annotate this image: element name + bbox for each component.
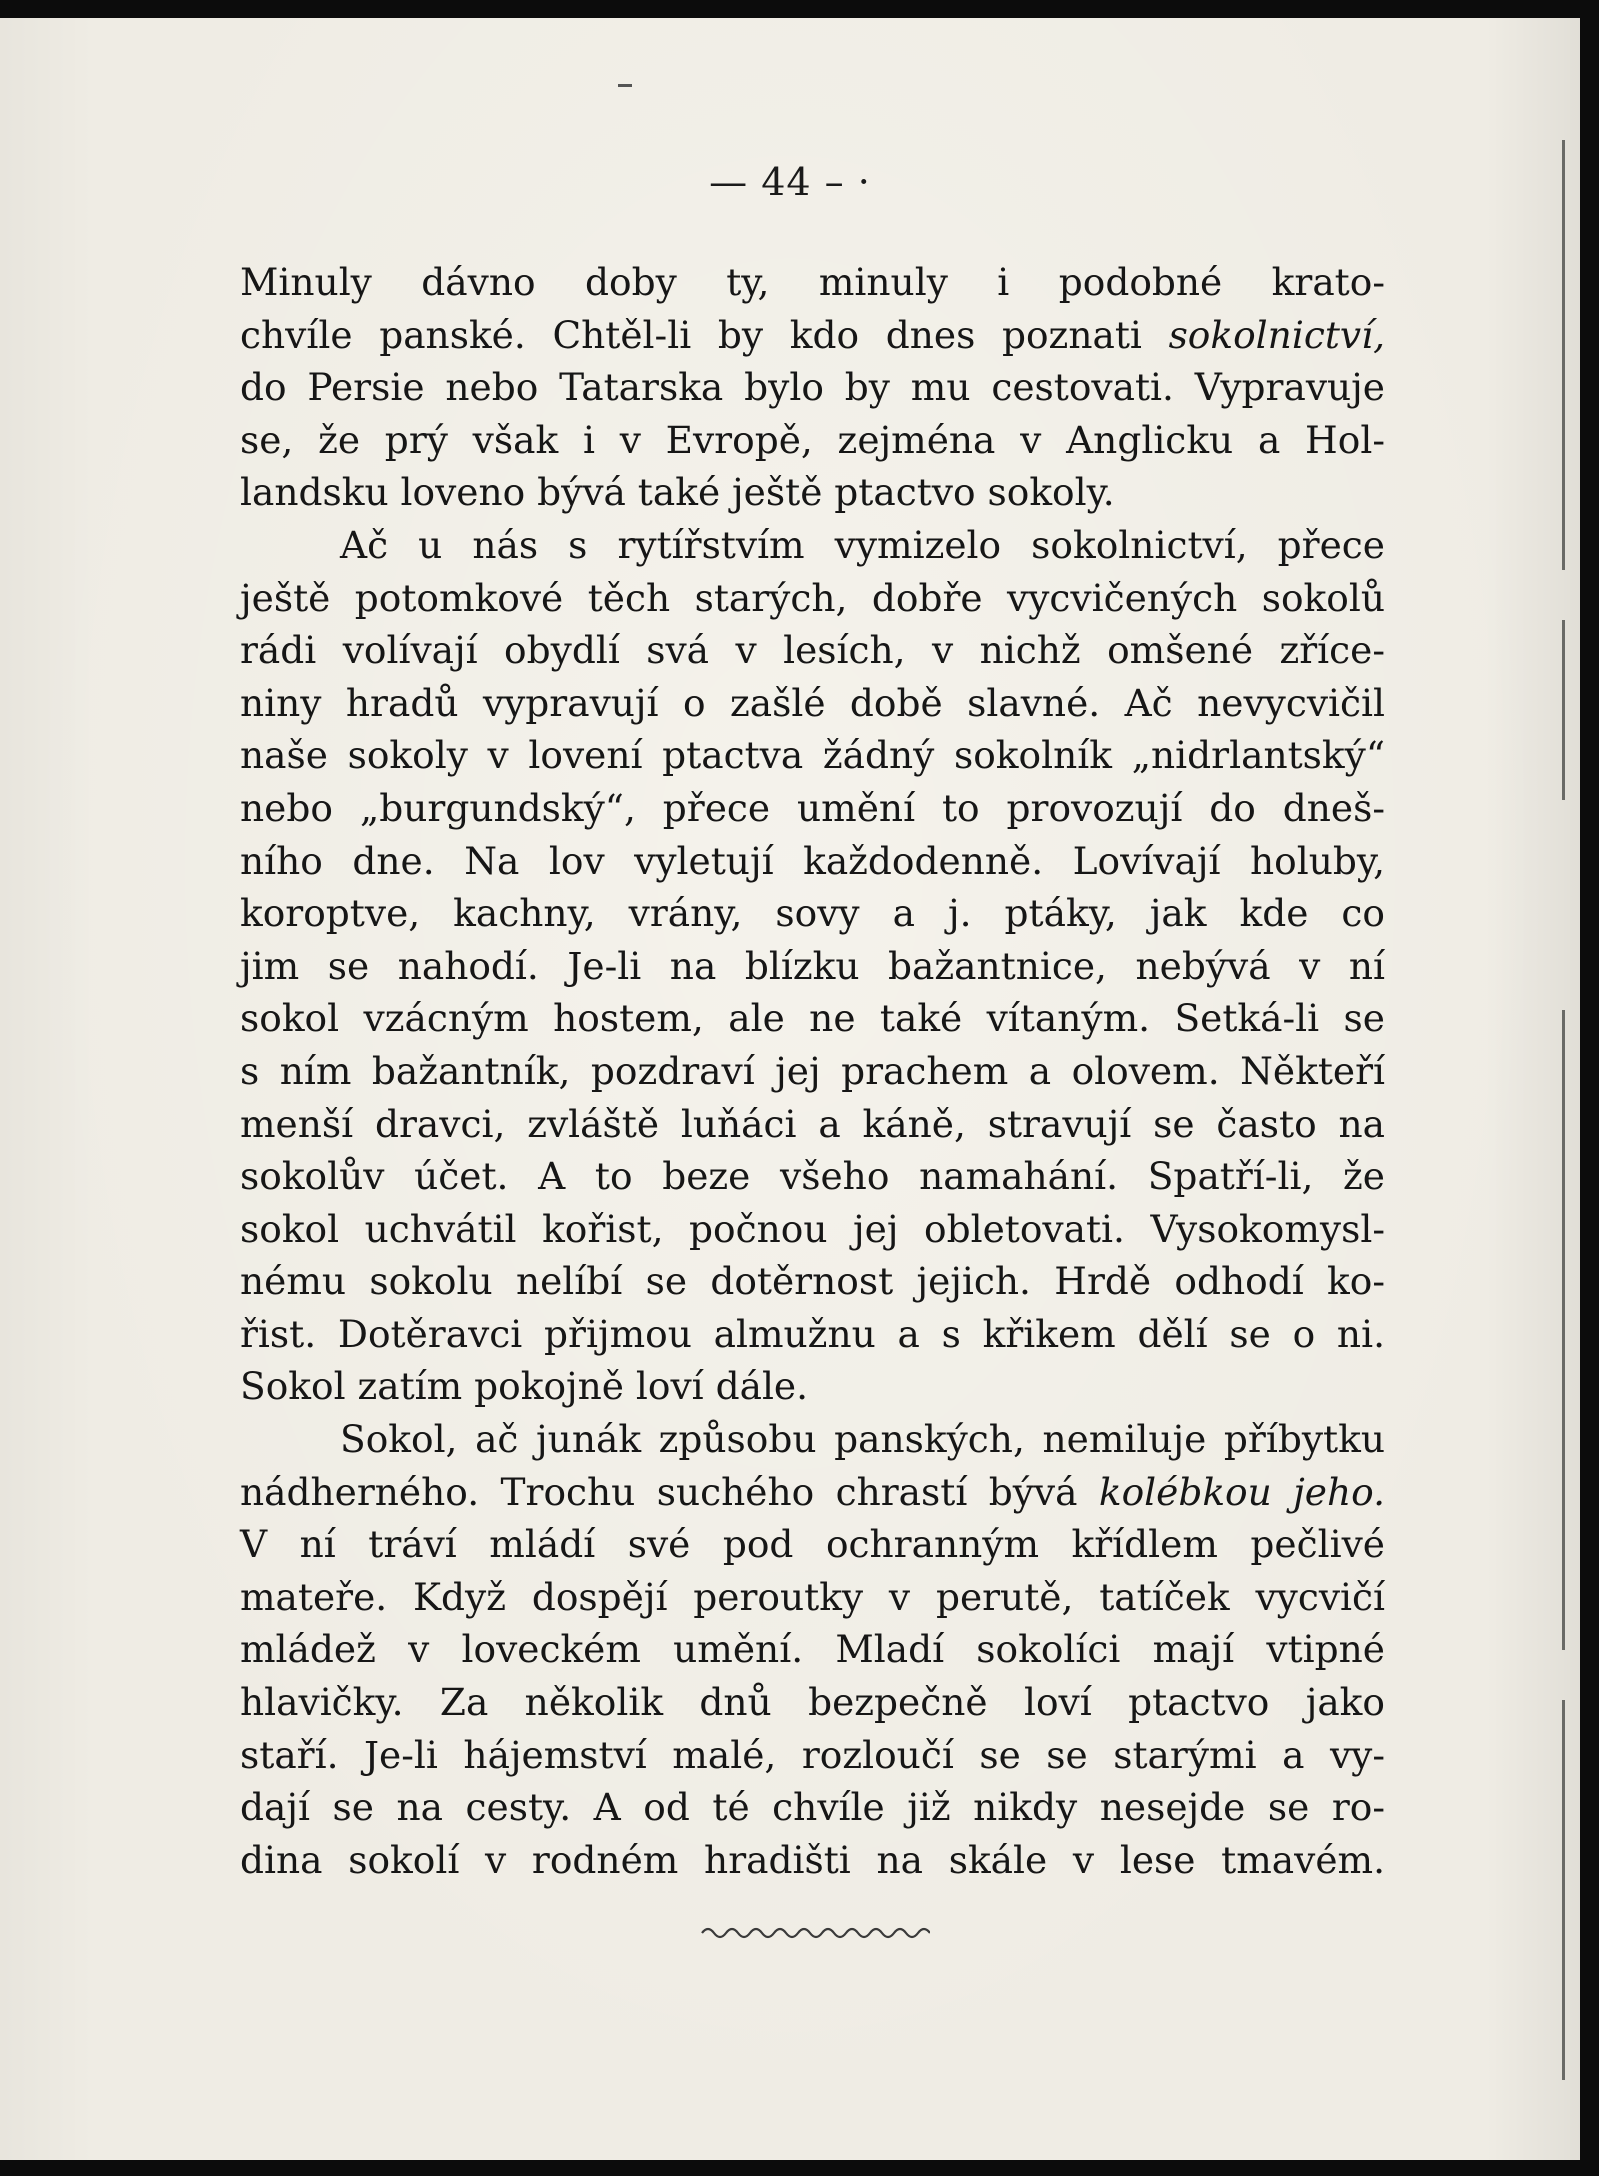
text-line: Sokol, ač junák způsobu panských, nemiluje příbytku bbox=[340, 1417, 1385, 1462]
text-line bbox=[240, 309, 1385, 362]
text-segment: chvíle panské. Chtěl-li by kdo dnes poznati bbox=[240, 312, 1169, 357]
binding-edge-mark bbox=[1562, 1700, 1565, 2080]
text-line: Ač u nás s rytířstvím vymizelo sokolnictví, přece bbox=[340, 522, 1385, 567]
text-line: V ní tráví mládí své pod ochranným křídlem pečlivé bbox=[240, 1522, 1385, 1567]
emphasis-text: sokolnictví, bbox=[1168, 312, 1385, 357]
text-line bbox=[240, 1466, 1385, 1519]
binding-edge-mark bbox=[1562, 1010, 1565, 1650]
text-line: dina sokolí v rodném hradišti na skále v lese tmavém. bbox=[240, 1837, 1385, 1882]
text-line: do Persie nebo Tatarska bylo by mu cestovati. Vypravuje bbox=[240, 365, 1385, 410]
text-line: nebo „burgundský“, přece umění to provozují do dneš- bbox=[240, 785, 1385, 830]
text-line: mateře. Když dospějí peroutky v perutě, tatíček vycvičí bbox=[240, 1574, 1385, 1619]
text-line: nému sokolu nelíbí se dotěrnost jejich. Hrdě odhodí ko- bbox=[240, 1259, 1385, 1304]
binding-edge-mark bbox=[1562, 140, 1565, 570]
text-line: hlavičky. Za několik dnů bezpečně loví ptactvo jako bbox=[240, 1680, 1385, 1725]
emphasis-text: kolébkou jeho. bbox=[1098, 1469, 1385, 1514]
text-line: mládež v loveckém umění. Mladí sokolíci mají vtipné bbox=[240, 1627, 1385, 1672]
binding-edge-mark bbox=[1562, 620, 1565, 800]
text-line: menší dravci, zvláště luňáci a káně, stravují se často na bbox=[240, 1101, 1385, 1146]
text-line: sokol vzácným hostem, ale ne také vítaným. Setká-li se bbox=[240, 996, 1385, 1041]
text-line: sokol uchvátil kořist, počnou jej obletovati. Vysokomysl- bbox=[240, 1206, 1385, 1251]
text-line: staří. Je-li hájemství malé, rozloučí se se starými a vy- bbox=[240, 1732, 1385, 1777]
text-line: dají se na cesty. A od té chvíle již nikdy nesejde se ro- bbox=[240, 1785, 1385, 1830]
text-line: sokolův účet. A to beze všeho namahání. Spatří-li, že bbox=[240, 1154, 1385, 1199]
text-line: s ním bažantník, pozdraví jej prachem a olovem. Někteří bbox=[240, 1048, 1385, 1093]
text-line: řist. Dotěravci přijmou almužnu a s křikem dělí se o ni. bbox=[240, 1311, 1385, 1356]
text-line: se, že prý však i v Evropě, zejména v Anglicku a Hol- bbox=[240, 417, 1385, 462]
text-line: koroptve, kachny, vrány, sovy a j. ptáky, jak kde co bbox=[240, 891, 1385, 936]
page-number-header: — 44 – · bbox=[709, 160, 871, 204]
text-line: Sokol zatím pokojně loví dále. bbox=[240, 1364, 809, 1409]
scan-right-border bbox=[1580, 0, 1599, 2176]
text-line: niny hradů vypravují o zašlé době slavné. Ač nevycvičil bbox=[240, 680, 1385, 725]
stray-dash-mark bbox=[618, 84, 632, 87]
text-line: jim se nahodí. Je-li na blízku bažantnice, nebývá v ní bbox=[240, 943, 1385, 988]
text-line: Minuly dávno doby ty, minuly i podobné krato- bbox=[240, 260, 1385, 304]
text-line: ního dne. Na lov vyletují každodenně. Lovívají holuby, bbox=[240, 838, 1385, 883]
scan-top-border bbox=[0, 0, 1599, 18]
text-segment: nádherného. Trochu suchého chrastí bývá bbox=[240, 1469, 1099, 1514]
text-line: landsku loveno bývá také ještě ptactvo sokoly. bbox=[240, 470, 1115, 515]
text-line: ještě potomkové těch starých, dobře vycvičených sokolů bbox=[240, 575, 1385, 620]
end-ornament bbox=[700, 1915, 930, 1945]
body-text bbox=[240, 256, 1385, 1886]
text-line: naše sokoly v lovení ptactva žádný sokolník „nidrlantský“ bbox=[240, 733, 1385, 778]
text-line: rádi volívají obydlí svá v lesích, v nichž omšené zříce- bbox=[240, 628, 1385, 673]
